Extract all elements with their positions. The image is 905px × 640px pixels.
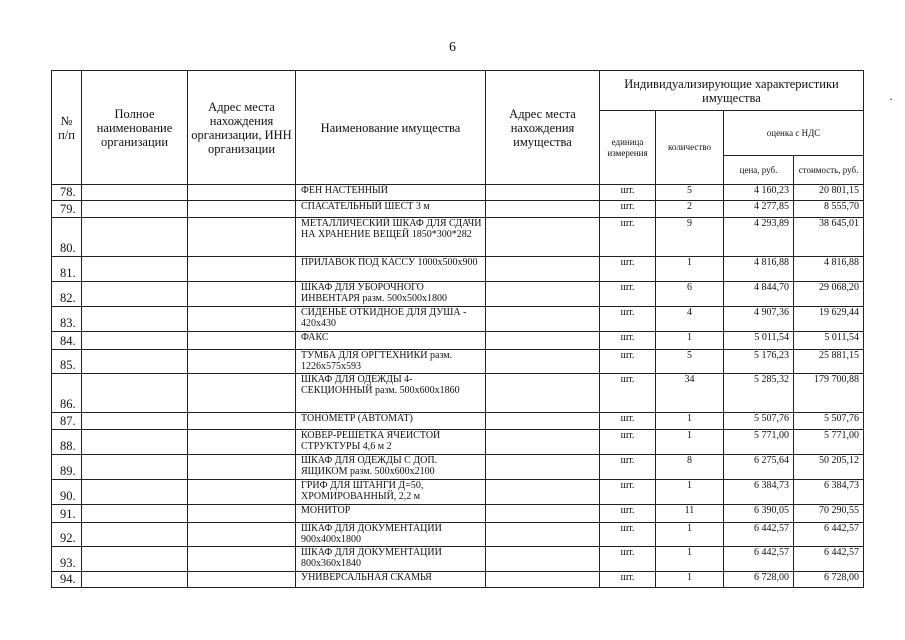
cost: 6 442,57	[794, 547, 864, 572]
org-address-cell	[188, 374, 296, 413]
price: 6 442,57	[724, 547, 794, 572]
unit: шт.	[600, 547, 656, 572]
org-address-cell	[188, 505, 296, 523]
property-name: ФАКС	[296, 332, 486, 350]
table-row	[52, 430, 864, 455]
price: 6 728,00	[724, 572, 794, 588]
org-name-cell	[82, 350, 188, 374]
header-org-name: Полное наименование организации	[82, 71, 188, 185]
header-price: цена, руб.	[724, 156, 794, 185]
org-name-cell	[82, 257, 188, 282]
cost: 25 881,15	[794, 350, 864, 374]
table-row	[52, 480, 864, 505]
quantity: 6	[656, 282, 724, 307]
header-qty: количество	[656, 111, 724, 185]
org-address-cell	[188, 332, 296, 350]
property-name: МОНИТОР	[296, 505, 486, 523]
cost: 38 645,01	[794, 218, 864, 257]
price: 4 277,85	[724, 201, 794, 218]
cost: 19 629,44	[794, 307, 864, 332]
quantity: 34	[656, 374, 724, 413]
org-address-cell	[188, 455, 296, 480]
org-name-cell	[82, 523, 188, 547]
property-address-cell	[486, 257, 600, 282]
org-name-cell	[82, 307, 188, 332]
property-address-cell	[486, 547, 600, 572]
unit: шт.	[600, 455, 656, 480]
header-property-address: Адрес места нахождения имущества	[486, 71, 600, 185]
table-row	[52, 257, 864, 282]
row-number: 81.	[52, 257, 82, 282]
org-address-cell	[188, 413, 296, 430]
org-name-cell	[82, 201, 188, 218]
cost: 20 801,15	[794, 185, 864, 201]
org-name-cell	[82, 572, 188, 588]
property-address-cell	[486, 505, 600, 523]
property-name: КОВЕР-РЕШЕТКА ЯЧЕИСТОЙ СТРУКТУРЫ 4,6 м 2	[296, 430, 486, 455]
stray-mark: ·	[889, 92, 893, 106]
org-name-cell	[82, 218, 188, 257]
unit: шт.	[600, 505, 656, 523]
unit: шт.	[600, 374, 656, 413]
unit: шт.	[600, 430, 656, 455]
table-header	[52, 71, 864, 185]
property-address-cell	[486, 413, 600, 430]
cost: 179 700,88	[794, 374, 864, 413]
org-address-cell	[188, 350, 296, 374]
cost: 8 555,70	[794, 201, 864, 218]
price: 4 907,36	[724, 307, 794, 332]
row-number: 89.	[52, 455, 82, 480]
unit: шт.	[600, 257, 656, 282]
quantity: 1	[656, 547, 724, 572]
table-row	[52, 455, 864, 480]
table-row	[52, 307, 864, 332]
quantity: 5	[656, 350, 724, 374]
property-name: ШКАФ ДЛЯ ДОКУМЕНТАЦИИ 800x360x1840	[296, 547, 486, 572]
row-number: 90.	[52, 480, 82, 505]
cost: 70 290,55	[794, 505, 864, 523]
header-num: № п/п	[52, 71, 82, 185]
org-name-cell	[82, 332, 188, 350]
property-address-cell	[486, 350, 600, 374]
unit: шт.	[600, 572, 656, 588]
row-number: 91.	[52, 505, 82, 523]
row-number: 78.	[52, 185, 82, 201]
property-name: СИДЕНЬЕ ОТКИДНОЕ ДЛЯ ДУША - 420x430	[296, 307, 486, 332]
property-address-cell	[486, 201, 600, 218]
header-valuation: оценка с НДС	[724, 111, 864, 156]
unit: шт.	[600, 185, 656, 201]
table-row	[52, 374, 864, 413]
property-name: ПРИЛАВОК ПОД КАССУ 1000x500x900	[296, 257, 486, 282]
cost: 5 011,54	[794, 332, 864, 350]
quantity: 1	[656, 430, 724, 455]
property-table	[51, 70, 864, 588]
org-name-cell	[82, 430, 188, 455]
price: 4 293,89	[724, 218, 794, 257]
org-address-cell	[188, 201, 296, 218]
cost: 6 728,00	[794, 572, 864, 588]
property-address-cell	[486, 185, 600, 201]
org-name-cell	[82, 505, 188, 523]
property-address-cell	[486, 282, 600, 307]
price: 5 507,76	[724, 413, 794, 430]
org-address-cell	[188, 307, 296, 332]
property-address-cell	[486, 523, 600, 547]
cost: 5 771,00	[794, 430, 864, 455]
quantity: 8	[656, 455, 724, 480]
quantity: 1	[656, 523, 724, 547]
property-name: ШКАФ ДЛЯ ОДЕЖДЫ 4- СЕКЦИОННЫЙ разм. 500x600x1860	[296, 374, 486, 413]
property-address-cell	[486, 572, 600, 588]
quantity: 1	[656, 413, 724, 430]
org-name-cell	[82, 480, 188, 505]
property-name: МЕТАЛЛИЧЕСКИЙ ШКАФ ДЛЯ СДАЧИ НА ХРАНЕНИЕ ВЕЩЕЙ 1850*300*282	[296, 218, 486, 257]
unit: шт.	[600, 218, 656, 257]
unit: шт.	[600, 282, 656, 307]
row-number: 85.	[52, 350, 82, 374]
property-address-cell	[486, 430, 600, 455]
property-name: УНИВЕРСАЛЬНАЯ СКАМЬЯ	[296, 572, 486, 588]
quantity: 2	[656, 201, 724, 218]
org-name-cell	[82, 374, 188, 413]
cost: 6 442,57	[794, 523, 864, 547]
property-address-cell	[486, 218, 600, 257]
table-row	[52, 218, 864, 257]
property-address-cell	[486, 374, 600, 413]
org-name-cell	[82, 413, 188, 430]
org-address-cell	[188, 523, 296, 547]
quantity: 5	[656, 185, 724, 201]
org-address-cell	[188, 572, 296, 588]
row-number: 83.	[52, 307, 82, 332]
org-address-cell	[188, 282, 296, 307]
row-number: 93.	[52, 547, 82, 572]
row-number: 87.	[52, 413, 82, 430]
table-row	[52, 185, 864, 201]
header-property-name: Наименование имущества	[296, 71, 486, 185]
org-name-cell	[82, 185, 188, 201]
cost: 29 068,20	[794, 282, 864, 307]
price: 5 176,23	[724, 350, 794, 374]
row-number: 84.	[52, 332, 82, 350]
org-address-cell	[188, 257, 296, 282]
quantity: 1	[656, 572, 724, 588]
quantity: 4	[656, 307, 724, 332]
price: 6 390,05	[724, 505, 794, 523]
price: 4 844,70	[724, 282, 794, 307]
unit: шт.	[600, 480, 656, 505]
unit: шт.	[600, 332, 656, 350]
property-name: ТОНОМЕТР (АВТОМАТ)	[296, 413, 486, 430]
header-org-address: Адрес места нахождения организации, ИНН организации	[188, 71, 296, 185]
table-row	[52, 572, 864, 588]
unit: шт.	[600, 523, 656, 547]
price: 4 816,88	[724, 257, 794, 282]
quantity: 1	[656, 257, 724, 282]
price: 6 442,57	[724, 523, 794, 547]
table-row	[52, 523, 864, 547]
property-address-cell	[486, 307, 600, 332]
table-body	[52, 185, 864, 588]
row-number: 80.	[52, 218, 82, 257]
unit: шт.	[600, 307, 656, 332]
org-name-cell	[82, 455, 188, 480]
price: 5 771,00	[724, 430, 794, 455]
property-name: ШКАФ ДЛЯ УБОРОЧНОГО ИНВЕНТАРЯ разм. 500x500x1800	[296, 282, 486, 307]
cost: 4 816,88	[794, 257, 864, 282]
row-number: 86.	[52, 374, 82, 413]
org-address-cell	[188, 185, 296, 201]
table-row	[52, 413, 864, 430]
table-row	[52, 350, 864, 374]
property-name: СПАСАТЕЛЬНЫЙ ШЕСТ 3 м	[296, 201, 486, 218]
quantity: 1	[656, 480, 724, 505]
cost: 50 205,12	[794, 455, 864, 480]
property-name: ТУМБА ДЛЯ ОРГТЕХНИКИ разм. 1226x575x593	[296, 350, 486, 374]
org-address-cell	[188, 547, 296, 572]
page-number: 6	[449, 40, 456, 55]
property-address-cell	[486, 480, 600, 505]
price: 5 285,32	[724, 374, 794, 413]
property-address-cell	[486, 455, 600, 480]
org-name-cell	[82, 547, 188, 572]
row-number: 94.	[52, 572, 82, 588]
header-characteristics: Индивидуализирующие характеристики имущества	[600, 71, 864, 111]
org-address-cell	[188, 218, 296, 257]
row-number: 88.	[52, 430, 82, 455]
unit: шт.	[600, 201, 656, 218]
table-row	[52, 282, 864, 307]
property-name: ШКАФ ДЛЯ ДОКУМЕНТАЦИИ 900x400x1800	[296, 523, 486, 547]
price: 4 160,23	[724, 185, 794, 201]
table-row	[52, 332, 864, 350]
quantity: 11	[656, 505, 724, 523]
table-row	[52, 505, 864, 523]
price: 6 275,64	[724, 455, 794, 480]
row-number: 79.	[52, 201, 82, 218]
unit: шт.	[600, 413, 656, 430]
table-row	[52, 547, 864, 572]
header-cost: стоимость, руб.	[794, 156, 864, 185]
org-name-cell	[82, 282, 188, 307]
property-name: ШКАФ ДЛЯ ОДЕЖДЫ С ДОП. ЯЩИКОМ разм. 500x600x2100	[296, 455, 486, 480]
row-number: 82.	[52, 282, 82, 307]
row-number: 92.	[52, 523, 82, 547]
org-address-cell	[188, 480, 296, 505]
header-unit: единица измерения	[600, 111, 656, 185]
quantity: 9	[656, 218, 724, 257]
cost: 5 507,76	[794, 413, 864, 430]
unit: шт.	[600, 350, 656, 374]
property-name: ГРИФ ДЛЯ ШТАНГИ Д=50, ХРОМИРОВАННЫЙ, 2,2 м	[296, 480, 486, 505]
price: 6 384,73	[724, 480, 794, 505]
org-address-cell	[188, 430, 296, 455]
property-address-cell	[486, 332, 600, 350]
quantity: 1	[656, 332, 724, 350]
price: 5 011,54	[724, 332, 794, 350]
cost: 6 384,73	[794, 480, 864, 505]
table-row	[52, 201, 864, 218]
property-name: ФЕН НАСТЕННЫЙ	[296, 185, 486, 201]
